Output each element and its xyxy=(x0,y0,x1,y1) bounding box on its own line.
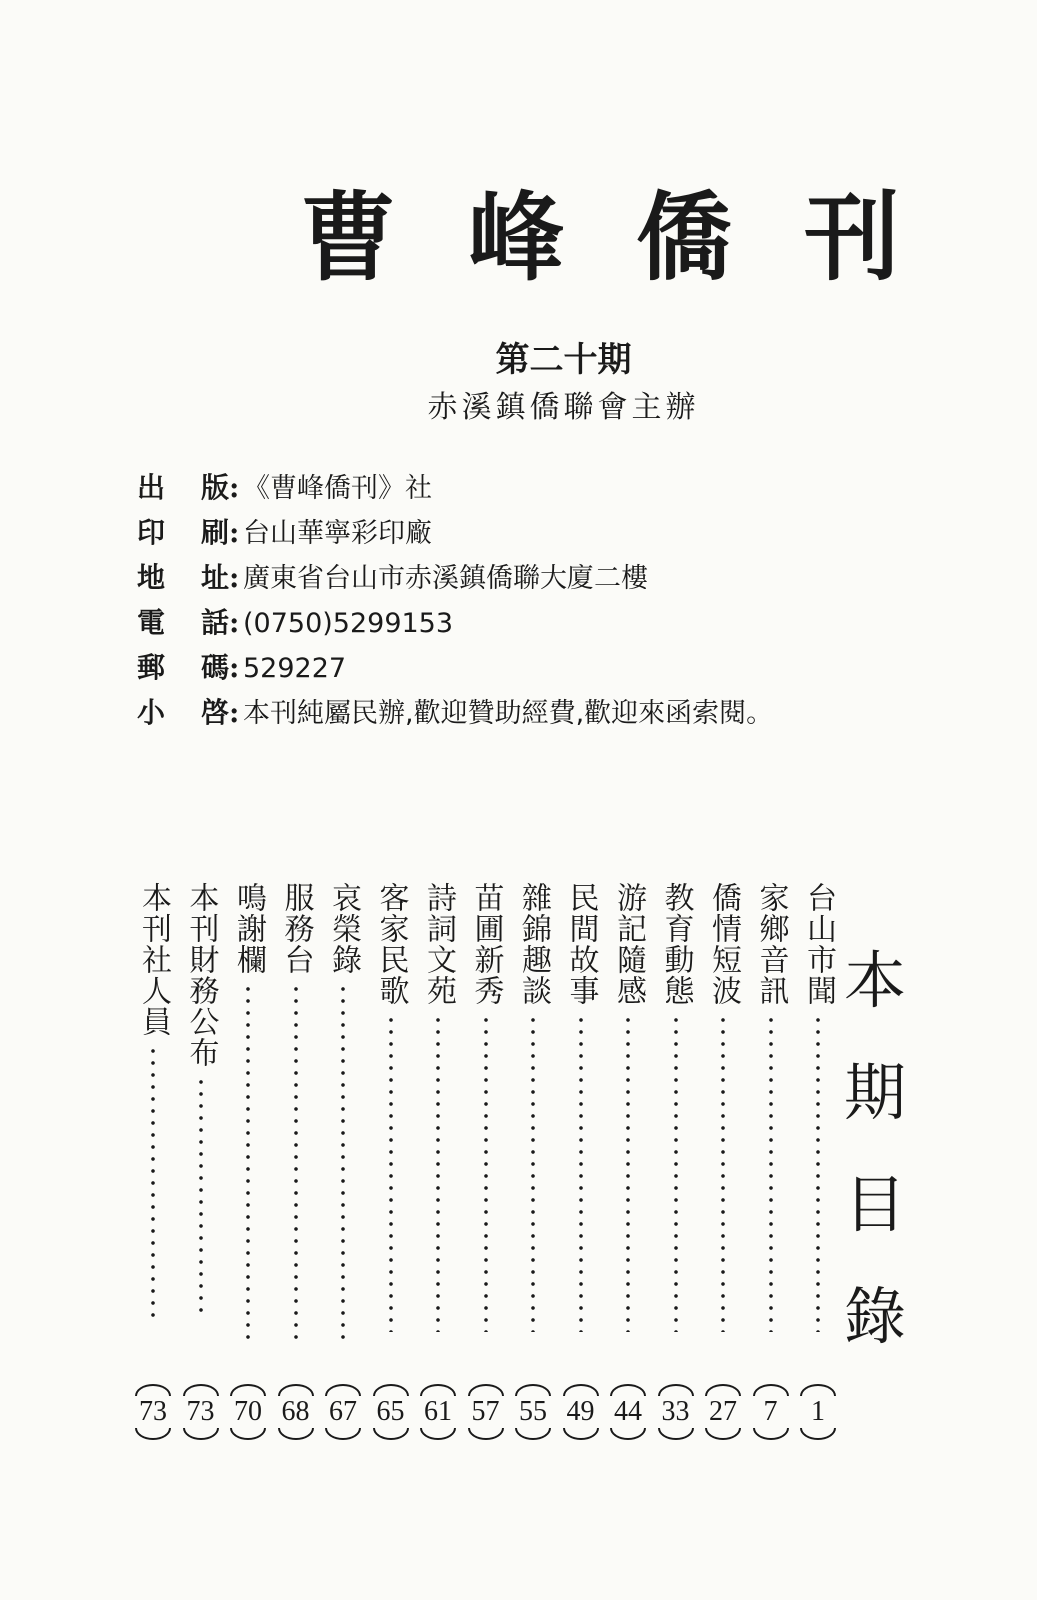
info-separator: : xyxy=(229,516,240,549)
toc-leader-dots xyxy=(246,983,250,1341)
toc-page-number: 57 xyxy=(462,1384,510,1440)
info-row xyxy=(137,691,773,736)
toc-page-number: 65 xyxy=(367,1384,415,1440)
toc-entry-title: 家鄉音訊 xyxy=(753,882,789,1006)
info-value: 《曹峰僑刊》社 xyxy=(243,473,432,504)
toc-leader-dots xyxy=(579,1014,583,1332)
info-label xyxy=(137,511,229,551)
info-label xyxy=(137,691,229,731)
organizer: 赤溪鎮僑聯會主辦 xyxy=(427,390,700,425)
info-label-char: 出 xyxy=(137,471,166,504)
info-label-char: 電 xyxy=(137,606,166,639)
info-value: 廣東省台山市赤溪鎮僑聯大廈二樓 xyxy=(243,563,648,594)
toc-entry[interactable] xyxy=(703,882,743,1332)
toc-entry[interactable] xyxy=(228,882,268,1341)
issue-number: 第二十期 xyxy=(495,340,632,380)
toc-leader-dots xyxy=(769,1014,773,1332)
toc-entry[interactable] xyxy=(181,882,221,1314)
page-title: 曹峰僑刊 xyxy=(300,181,972,294)
toc-page-number: 70 xyxy=(224,1384,272,1440)
info-separator: : xyxy=(229,471,240,504)
info-label-char: 啓 xyxy=(200,696,229,729)
toc-leader-dots xyxy=(199,1076,203,1314)
toc-entry-title: 本刊社人員 xyxy=(136,882,171,1037)
info-value: 529227 xyxy=(243,653,347,684)
toc-entry[interactable] xyxy=(561,882,601,1332)
toc-heading xyxy=(840,944,910,1398)
toc-page-number: 73 xyxy=(129,1384,177,1440)
info-row xyxy=(137,556,773,601)
toc-entry[interactable] xyxy=(608,882,648,1332)
toc-leader-dots xyxy=(674,1014,678,1332)
toc-page-number: 33 xyxy=(652,1384,700,1440)
toc-page-number: 44 xyxy=(604,1384,652,1440)
toc-page-number: 7 xyxy=(747,1384,795,1440)
info-row xyxy=(137,466,773,511)
toc-leader-dots xyxy=(816,1014,820,1332)
toc-entry-title: 教育動態 xyxy=(658,882,694,1006)
toc-entry-title: 哀榮錄 xyxy=(326,882,361,975)
toc-leader-dots xyxy=(389,1014,393,1332)
info-label xyxy=(137,466,229,506)
info-label-char: 郵 xyxy=(137,651,166,684)
toc-page-number: 1 xyxy=(794,1384,842,1440)
toc-entry[interactable] xyxy=(276,882,316,1341)
info-separator: : xyxy=(229,606,240,639)
toc-leader-dots xyxy=(151,1045,155,1323)
info-value: 本刊純屬民辦,歡迎贊助經費,歡迎來函索閱。 xyxy=(243,698,774,729)
toc-entry-title: 鳴謝欄 xyxy=(231,882,266,975)
toc-entry-title: 服務台 xyxy=(278,882,314,975)
info-value: 台山華寧彩印廠 xyxy=(243,518,432,549)
info-label-char: 刷 xyxy=(200,516,229,549)
info-separator: : xyxy=(229,561,240,594)
info-row xyxy=(137,511,773,556)
toc-entry-title: 本刊財務公布 xyxy=(183,882,219,1068)
info-label-char: 小 xyxy=(137,696,166,729)
toc-entry-title: 台山市聞 xyxy=(801,882,836,1006)
toc-leader-dots xyxy=(436,1014,440,1332)
info-label-char: 話 xyxy=(200,606,229,639)
toc-leader-dots xyxy=(721,1014,725,1332)
toc-heading-char: 目 xyxy=(843,1168,906,1241)
toc-heading-char: 錄 xyxy=(843,1280,906,1353)
info-label-char: 印 xyxy=(137,516,166,549)
toc-entry[interactable] xyxy=(371,882,411,1332)
publication-info xyxy=(137,466,773,736)
toc-entry[interactable] xyxy=(656,882,696,1332)
info-separator: : xyxy=(229,696,240,729)
toc-entry-title: 游記隨感 xyxy=(611,882,646,1006)
toc-leader-dots xyxy=(484,1014,488,1332)
toc-entry[interactable] xyxy=(466,882,506,1332)
toc-heading-char: 期 xyxy=(843,1056,906,1129)
info-value: (0750)5299153 xyxy=(243,608,454,639)
toc-entry[interactable] xyxy=(323,882,363,1341)
info-label xyxy=(137,556,229,596)
toc-page-number: 55 xyxy=(509,1384,557,1440)
info-label-char: 址 xyxy=(200,561,229,594)
toc-entry-title: 客家民歌 xyxy=(373,882,409,1006)
info-label-char: 版 xyxy=(200,471,229,504)
info-row xyxy=(137,646,773,691)
toc-entry-title: 詩詞文苑 xyxy=(421,882,456,1006)
toc-heading-char: 本 xyxy=(843,944,906,1017)
info-separator: : xyxy=(229,651,240,684)
toc-page-number: 27 xyxy=(699,1384,747,1440)
toc-page-number: 68 xyxy=(272,1384,320,1440)
toc-leader-dots xyxy=(294,983,298,1341)
toc-entry-title: 雜錦趣談 xyxy=(516,882,551,1006)
toc-entry[interactable] xyxy=(798,882,838,1332)
toc-entry[interactable] xyxy=(513,882,553,1332)
toc-entry[interactable] xyxy=(133,882,173,1323)
toc-leader-dots xyxy=(531,1014,535,1332)
toc-entry-title: 民間故事 xyxy=(563,882,599,1006)
toc-page-number: 61 xyxy=(414,1384,462,1440)
info-label-char: 地 xyxy=(137,561,166,594)
toc-page-number: 67 xyxy=(319,1384,367,1440)
info-label xyxy=(137,601,229,641)
toc-entry-title: 僑情短波 xyxy=(706,882,741,1006)
toc-page-number: 49 xyxy=(557,1384,605,1440)
info-label xyxy=(137,646,229,686)
toc-page-number: 73 xyxy=(177,1384,225,1440)
toc-entry[interactable] xyxy=(418,882,458,1332)
toc-leader-dots xyxy=(341,983,345,1341)
info-row xyxy=(137,601,773,646)
toc-entry[interactable] xyxy=(751,882,791,1332)
toc-entry-title: 苗圃新秀 xyxy=(468,882,504,1006)
toc-leader-dots xyxy=(626,1014,630,1332)
info-label-char: 碼 xyxy=(200,651,229,684)
